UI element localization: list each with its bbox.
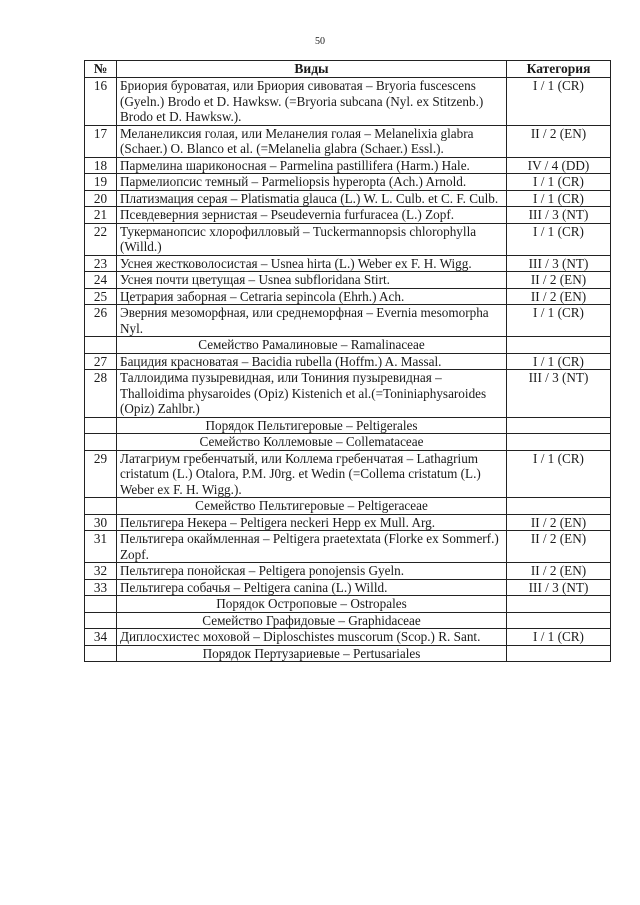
- table-header-row: [85, 61, 611, 78]
- row-number: 30: [85, 514, 117, 531]
- empty-cell: [507, 337, 611, 354]
- section-row: [85, 612, 611, 629]
- section-title: Семейство Коллемовые – Collemataceae: [117, 434, 507, 451]
- category-value: I / 1 (CR): [507, 450, 611, 498]
- table-row: [85, 579, 611, 596]
- empty-cell: [85, 645, 117, 662]
- row-number: 34: [85, 629, 117, 646]
- table-row: [85, 531, 611, 563]
- empty-cell: [85, 417, 117, 434]
- section-title: Порядок Остроповые – Ostropales: [117, 596, 507, 613]
- empty-cell: [85, 612, 117, 629]
- row-number: 19: [85, 174, 117, 191]
- species-name: Пельтигера окаймленная – Peltigera praetextata (Florke ex Sommerf.) Zopf.: [117, 531, 507, 563]
- page-number: 50: [315, 36, 325, 47]
- species-name: Цетрария заборная – Cetraria sepincola (Ehrh.) Ach.: [117, 288, 507, 305]
- section-title: Порядок Пертузариевые – Pertusariales: [117, 645, 507, 662]
- row-number: 24: [85, 272, 117, 289]
- category-value: III / 3 (NT): [507, 579, 611, 596]
- table-row: [85, 305, 611, 337]
- header-category: Категория: [507, 61, 611, 78]
- table-row: [85, 174, 611, 191]
- empty-cell: [507, 417, 611, 434]
- category-value: I / 1 (CR): [507, 190, 611, 207]
- category-value: II / 2 (EN): [507, 563, 611, 580]
- species-name: Платизмация серая – Platismatia glauca (L.) W. L. Culb. et C. F. Culb.: [117, 190, 507, 207]
- category-value: II / 2 (EN): [507, 531, 611, 563]
- section-row: [85, 498, 611, 515]
- category-value: I / 1 (CR): [507, 353, 611, 370]
- species-name: Эверния мезоморфная, или среднеморфная – Evernia mesomorpha Nyl.: [117, 305, 507, 337]
- table-row: [85, 272, 611, 289]
- category-value: III / 3 (NT): [507, 370, 611, 418]
- table-row: [85, 563, 611, 580]
- category-value: I / 1 (CR): [507, 223, 611, 255]
- species-name: Пельтигера Некера – Peltigera neckeri Hepp ex Mull. Arg.: [117, 514, 507, 531]
- empty-cell: [85, 434, 117, 451]
- category-value: IV / 4 (DD): [507, 157, 611, 174]
- empty-cell: [507, 596, 611, 613]
- empty-cell: [507, 434, 611, 451]
- row-number: 28: [85, 370, 117, 418]
- species-name: Бриория буроватая, или Бриория сивоватая – Bryoria fuscescens (Gyeln.) Brodo et D. Hawksw. (=Bryoria subcana (Nyl. ex Stitzenb.) Brodo et D. Hawksw.).: [117, 78, 507, 126]
- table-row: [85, 223, 611, 255]
- empty-cell: [507, 498, 611, 515]
- row-number: 29: [85, 450, 117, 498]
- row-number: 23: [85, 255, 117, 272]
- row-number: 17: [85, 125, 117, 157]
- section-row: [85, 645, 611, 662]
- category-value: I / 1 (CR): [507, 629, 611, 646]
- table-row: [85, 370, 611, 418]
- table-row: [85, 450, 611, 498]
- table-row: [85, 78, 611, 126]
- row-number: 32: [85, 563, 117, 580]
- row-number: 21: [85, 207, 117, 224]
- header-number: №: [85, 61, 117, 78]
- row-number: 20: [85, 190, 117, 207]
- species-name: Тукерманопсис хлорофилловый – Tuckermannopsis chlorophylla (Willd.): [117, 223, 507, 255]
- table-row: [85, 353, 611, 370]
- category-value: II / 2 (EN): [507, 288, 611, 305]
- table-row: [85, 514, 611, 531]
- table-row: [85, 255, 611, 272]
- species-name: Диплосхистес моховой – Diploschistes muscorum (Scop.) R. Sant.: [117, 629, 507, 646]
- empty-cell: [507, 645, 611, 662]
- category-value: II / 2 (EN): [507, 125, 611, 157]
- row-number: 27: [85, 353, 117, 370]
- row-number: 18: [85, 157, 117, 174]
- species-table: [84, 60, 611, 662]
- row-number: 16: [85, 78, 117, 126]
- category-value: II / 2 (EN): [507, 514, 611, 531]
- row-number: 26: [85, 305, 117, 337]
- table-row: [85, 157, 611, 174]
- row-number: 22: [85, 223, 117, 255]
- row-number: 25: [85, 288, 117, 305]
- species-name: Латагриум гребенчатый, или Коллема гребенчатая – Lathagrium cristatum (L.) Otalora, P.M. J0rg. et Wedin (=Collema cristatum (L.) Weber ex F. H. Wigg.).: [117, 450, 507, 498]
- category-value: III / 3 (NT): [507, 255, 611, 272]
- table-row: [85, 629, 611, 646]
- table-body: [85, 78, 611, 662]
- section-title: Семейство Графидовые – Graphidaceae: [117, 612, 507, 629]
- table-row: [85, 190, 611, 207]
- section-row: [85, 434, 611, 451]
- section-row: [85, 596, 611, 613]
- species-name: Пармелиопсис темный – Parmeliopsis hyperopta (Ach.) Arnold.: [117, 174, 507, 191]
- category-value: I / 1 (CR): [507, 174, 611, 191]
- species-name: Пармелина шариконосная – Parmelina pastillifera (Harm.) Hale.: [117, 157, 507, 174]
- table-row: [85, 207, 611, 224]
- section-row: [85, 337, 611, 354]
- category-value: I / 1 (CR): [507, 305, 611, 337]
- category-value: II / 2 (EN): [507, 272, 611, 289]
- header-species: Виды: [117, 61, 507, 78]
- row-number: 31: [85, 531, 117, 563]
- species-name: Уснея почти цветущая – Usnea subfloridana Stirt.: [117, 272, 507, 289]
- species-name: Псевдеверния зернистая – Pseudevernia furfuracea (L.) Zopf.: [117, 207, 507, 224]
- category-value: I / 1 (CR): [507, 78, 611, 126]
- table-row: [85, 288, 611, 305]
- section-row: [85, 417, 611, 434]
- empty-cell: [507, 612, 611, 629]
- row-number: 33: [85, 579, 117, 596]
- section-title: Семейство Рамалиновые – Ramalinaceae: [117, 337, 507, 354]
- species-name: Меланеликсия голая, или Меланелия голая – Melanelixia glabra (Schaer.) O. Blanco et al. (=Melanelia glabra (Schaer.) Essl.).: [117, 125, 507, 157]
- species-name: Уснея жестковолосистая – Usnea hirta (L.) Weber ex F. H. Wigg.: [117, 255, 507, 272]
- empty-cell: [85, 337, 117, 354]
- empty-cell: [85, 498, 117, 515]
- section-title: Порядок Пельтигеровые – Peltigerales: [117, 417, 507, 434]
- species-name: Пельтигера понойская – Peltigera ponojensis Gyeln.: [117, 563, 507, 580]
- table-row: [85, 125, 611, 157]
- empty-cell: [85, 596, 117, 613]
- species-name: Таллоидима пузыревидная, или Тониния пузыревидная – Thalloidima physaroides (Opiz) Kistenich et al.(=Toniniaphysaroides (Opiz) Zahlbr.): [117, 370, 507, 418]
- category-value: III / 3 (NT): [507, 207, 611, 224]
- section-title: Семейство Пельтигеровые – Peltigeraceae: [117, 498, 507, 515]
- species-name: Пельтигера собачья – Peltigera canina (L.) Willd.: [117, 579, 507, 596]
- species-name: Бацидия красноватая – Bacidia rubella (Hoffm.) A. Massal.: [117, 353, 507, 370]
